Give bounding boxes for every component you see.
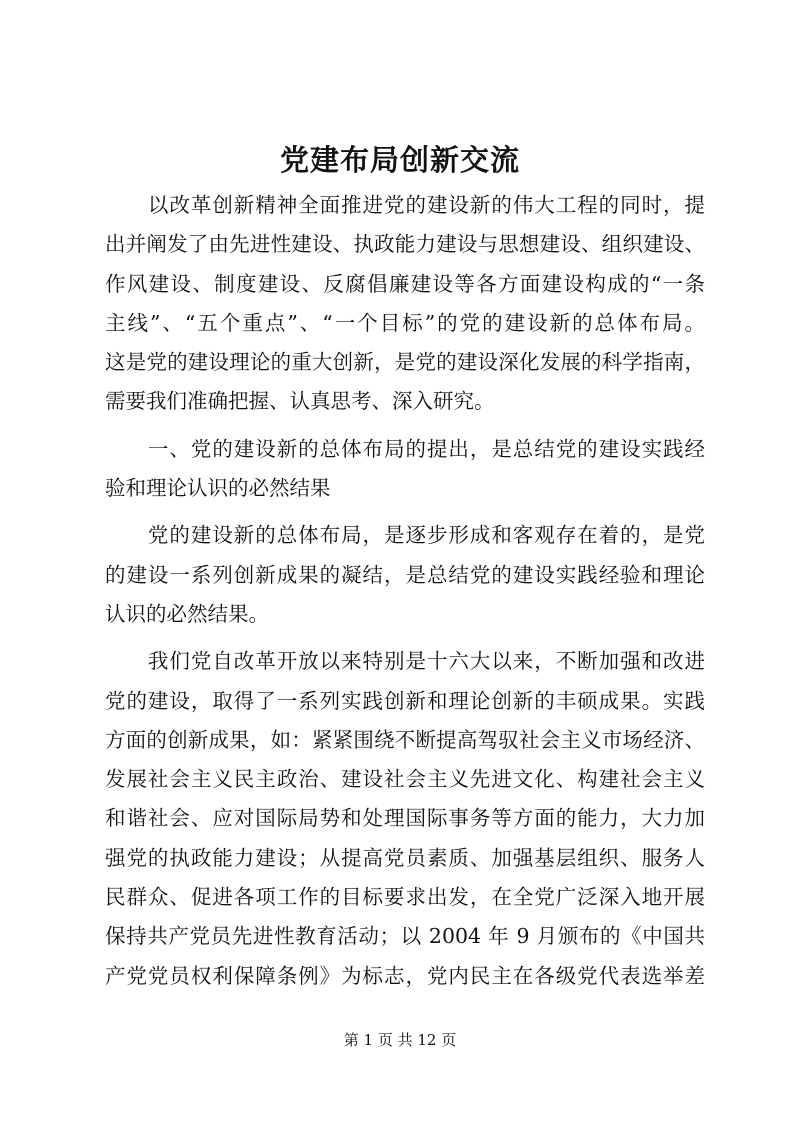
paragraph-gap: [105, 634, 705, 642]
document-title: 党建布局创新交流: [279, 143, 520, 177]
text-line: 产党党员权利保障条例》为标志，党内民主在各级党代表选举差: [105, 963, 705, 988]
paragraph-1: [105, 186, 705, 422]
paragraph-3: [105, 516, 705, 634]
text-line: 党的建设，取得了一系列实践创新和理论创新的丰硕成果。实践: [105, 688, 705, 713]
text-line: 方面的创新成果，如：紧紧围绕不断提高驾驭社会主义市场经济、: [105, 727, 705, 752]
text-line: 作风建设、制度建设、反腐倡廉建设等各方面建设构成的“一条: [105, 271, 705, 296]
text-line: 出并阐发了由先进性建设、执政能力建设与思想建设、组织建设、: [105, 232, 705, 257]
document-body: [105, 186, 705, 996]
text-line: 这是党的建设理论的重大创新，是党的建设深化发展的科学指南，: [105, 350, 705, 375]
text-line: 的建设一系列创新成果的凝结，是总结党的建设实践经验和理论: [105, 562, 705, 587]
text-line: 和谐社会、应对国际局势和处理国际事务等方面的能力，大力加: [105, 806, 705, 831]
text-line: 验和理论认识的必然结果: [105, 476, 331, 501]
text-line: 我们党自改革开放以来特别是十六大以来，不断加强和改进: [105, 649, 705, 674]
text-line: 党的建设新的总体布局，是逐步形成和客观存在着的，是党: [105, 523, 705, 548]
paragraph-gap: [105, 508, 705, 516]
text-line: 民群众、促进各项工作的目标要求出发，在全党广泛深入地开展: [105, 885, 705, 910]
paragraph-2-heading: [105, 430, 705, 509]
text-line: 强党的执政能力建设；从提高党员素质、加强基层组织、服务人: [105, 845, 705, 870]
text-line: 认识的必然结果。: [105, 601, 269, 626]
text-line: 保持共产党员先进性教育活动；以 2004 年 9 月颁布的《中国共: [105, 924, 705, 949]
page-footer: 第 1 页 共 12 页: [343, 1031, 457, 1049]
text-line: 主线”、“五个重点”、“一个目标”的党的建设新的总体布局。: [105, 310, 705, 335]
text-line: 需要我们准确把握、认真思考、深入研究。: [105, 389, 495, 414]
text-line: 发展社会主义民主政治、建设社会主义先进文化、构建社会主义: [105, 767, 705, 792]
paragraph-4: [105, 642, 705, 996]
text-line: 一、党的建设新的总体布局的提出，是总结党的建设实践经: [105, 436, 705, 461]
paragraph-gap: [105, 422, 705, 430]
text-line: 以改革创新精神全面推进党的建设新的伟大工程的同时，提: [105, 193, 705, 217]
